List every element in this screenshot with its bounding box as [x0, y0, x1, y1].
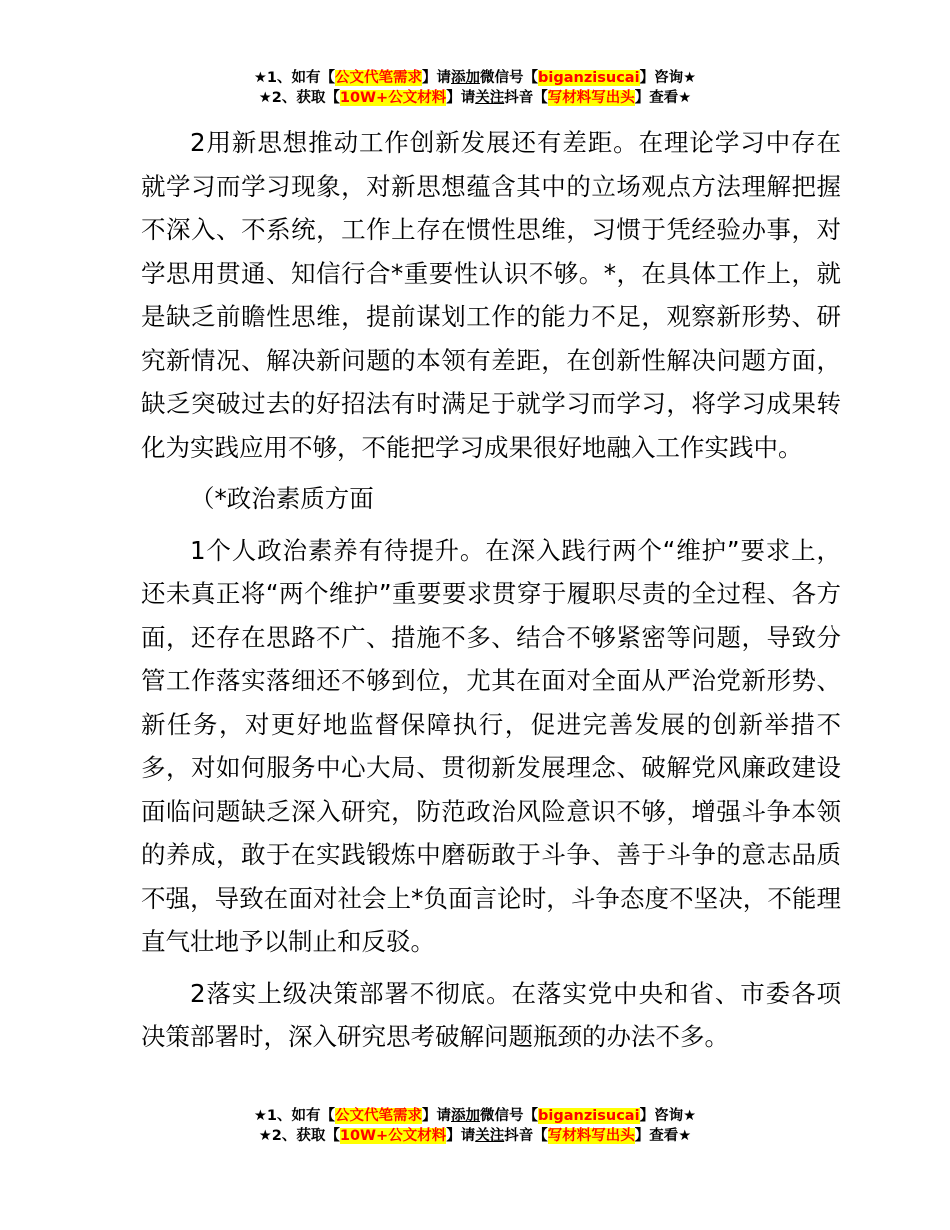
ad-text: ★1、如有【 — [253, 70, 336, 86]
ad-text-underlined: 添加 — [451, 1108, 481, 1124]
ad-highlight-service: 公文代笔需求 — [335, 1108, 423, 1124]
ad-text: 微信号【 — [480, 70, 539, 86]
ad-text: 】请 — [446, 1128, 476, 1144]
ad-highlight-wechat-id: biganzisucai — [538, 1108, 640, 1124]
ad-line-2 — [0, 1126, 950, 1146]
ad-highlight-douyin-account: 写材料写出头 — [547, 90, 635, 106]
paragraph: 2落实上级决策部署不彻底。在落实党中央和省、市委各项决策部署时，深入研究思考破解问题瓶颈的办法不多。 — [141, 978, 841, 1051]
ad-highlight-douyin-account: 写材料写出头 — [547, 1128, 635, 1144]
ad-line-1 — [0, 1106, 950, 1126]
ad-text: ★1、如有【 — [253, 1108, 336, 1124]
ad-text: 】查看★ — [634, 90, 692, 106]
ad-text: 】咨询★ — [639, 70, 697, 86]
header-ad — [0, 68, 950, 108]
ad-text: ★2、获取【 — [258, 90, 340, 106]
ad-text-underlined: 添加 — [451, 70, 481, 86]
ad-text-underlined: 关注 — [475, 1128, 505, 1144]
ad-highlight-materials: 10W+公文材料 — [339, 1128, 447, 1144]
ad-text: 抖音【 — [504, 90, 548, 106]
ad-text: 】查看★ — [634, 1128, 692, 1144]
ad-text-underlined: 关注 — [475, 90, 505, 106]
ad-highlight-materials: 10W+公文材料 — [339, 90, 447, 106]
ad-text: ★2、获取【 — [258, 1128, 340, 1144]
ad-text: 】请 — [422, 70, 452, 86]
ad-text: 】咨询★ — [639, 1108, 697, 1124]
footer-ad — [0, 1106, 950, 1146]
ad-text: 抖音【 — [504, 1128, 548, 1144]
paragraph: 1个人政治素养有待提升。在深入践行两个“维护”要求上，还未真正将“两个维护”重要要求贯穿于履职尽责的全过程、各方面，还存在思路不广、措施不多、结合不够紧密等问题，导致分管工作落实落细还不够到位，尤其在面对全面从严治党新形势、新任务，对更好地监督保障执行，促进完善发展的创新举措不多，对如何服务中心大局、贯彻新发展理念、破解党风廉政建设面临问题缺乏深入研究，防范政治风险意识不够，增强斗争本领的养成，敢于在实践锻炼中磨砺敢于斗争、善于斗争的意志品质不强，导致在面对社会上*负面言论时，斗争态度不坚决，不能理直气壮地予以制止和反驳。 — [141, 535, 841, 956]
ad-highlight-service: 公文代笔需求 — [335, 70, 423, 86]
document-body — [141, 121, 841, 1059]
ad-text: 】请 — [422, 1108, 452, 1124]
ad-line-1 — [0, 68, 950, 88]
paragraph: 2用新思想推动工作创新发展还有差距。在理论学习中存在就学习而学习现象，对新思想蕴含其中的立场观点方法理解把握不深入、不系统，工作上存在惯性思维，习惯于凭经验办事，对学思用贯通、知信行合*重要性认识不够。*，在具体工作上，就是缺乏前瞻性思维，提前谋划工作的能力不足，观察新形势、研究新情况、解决新问题的本领有差距，在创新性解决问题方面，缺乏突破过去的好招法有时满足于就学习而学习，将学习成果转化为实践应用不够，不能把学习成果很好地融入工作实践中。 — [141, 128, 841, 462]
section-heading: （*政治素质方面 — [190, 484, 374, 513]
ad-line-2 — [0, 88, 950, 108]
ad-text: 微信号【 — [480, 1108, 539, 1124]
ad-text: 】请 — [446, 90, 476, 106]
ad-highlight-wechat-id: biganzisucai — [538, 70, 640, 86]
